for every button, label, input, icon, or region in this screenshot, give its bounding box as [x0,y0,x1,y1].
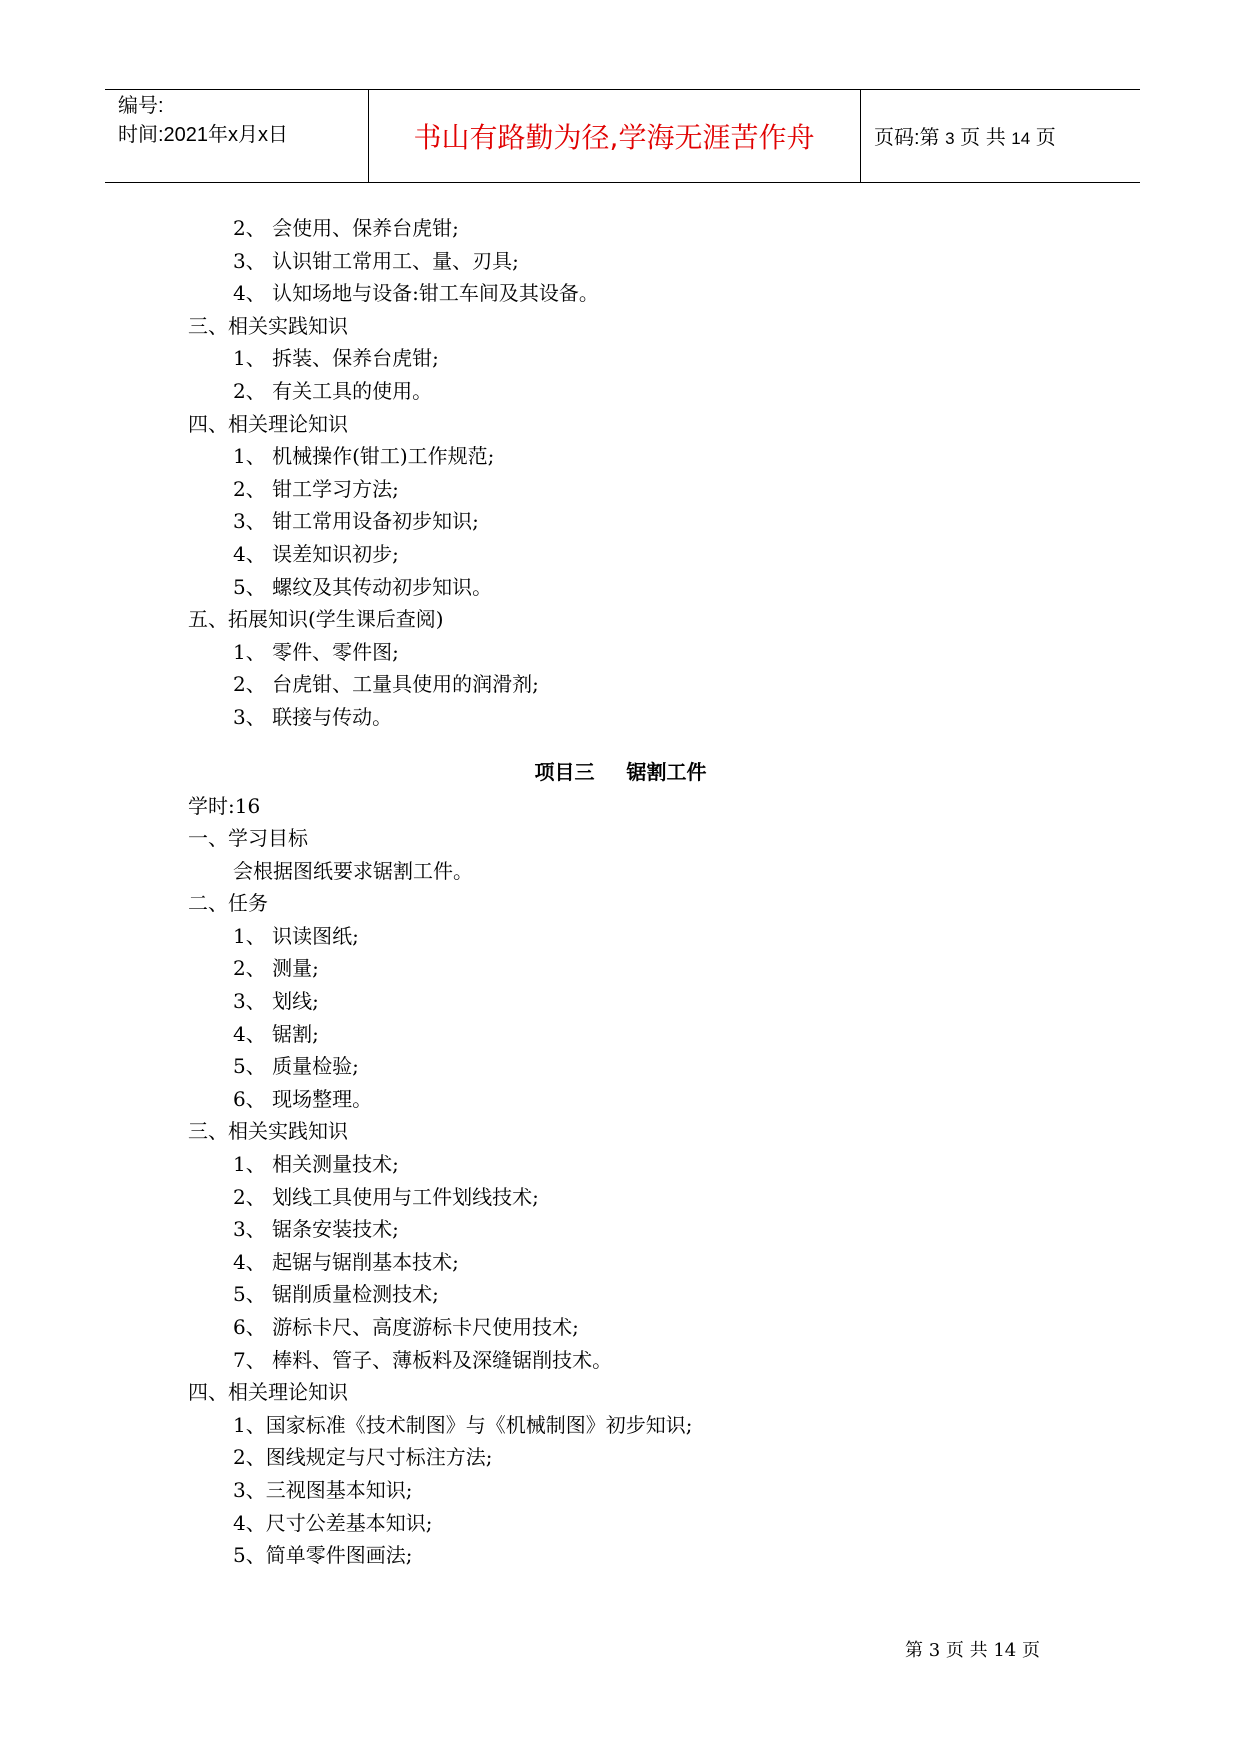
list-item: 1、国家标准《技术制图》与《机械制图》初步知识; [233,1412,693,1437]
header-page-prefix: 页码:第 [874,127,940,149]
section-heading: 五、拓展知识(学生课后查阅) [188,607,444,632]
list-item: 5、简单零件图画法; [233,1543,413,1568]
header-top-rule [105,89,1140,90]
project-hours: 学时:16 [188,793,261,818]
list-item: 4、 认知场地与设备:钳工车间及其设备。 [233,281,599,306]
list-item: 3、三视图基本知识; [233,1477,413,1502]
list-item: 4、尺寸公差基本知识; [233,1510,433,1535]
header-motto: 书山有路勤为径,学海无涯苦作舟 [413,121,815,154]
header-meta [118,92,288,150]
project-title-name: 锯割工件 [626,759,707,784]
list-item: 2、 钳工学习方法; [233,476,399,501]
list-item: 5、 质量检验; [233,1054,359,1079]
section-heading: 四、相关理论知识 [188,1380,348,1405]
list-item: 1、 零件、零件图; [233,639,399,664]
list-item: 1、 拆装、保养台虎钳; [233,346,439,371]
list-item: 2、 划线工具使用与工件划线技术; [233,1184,539,1209]
list-item: 5、 螺纹及其传动初步知识。 [233,574,493,599]
list-item: 3、 钳工常用设备初步知识; [233,509,479,534]
list-item: 2、 有关工具的使用。 [233,378,433,403]
section-heading: 二、任务 [188,891,268,916]
list-item: 4、 误差知识初步; [233,541,399,566]
header-divider-right [860,90,861,182]
list-item: 2、 会使用、保养台虎钳; [233,216,459,240]
list-item: 4、 起锯与锯削基本技术; [233,1249,459,1274]
header-page-mid: 页 共 [960,127,1006,149]
header-time-label: 时间:2021年x月x日 [118,124,289,146]
list-item: 7、 棒料、管子、薄板料及深缝锯削技术。 [233,1347,613,1372]
section-heading: 一、学习目标 [188,826,308,851]
section-heading: 三、相关实践知识 [188,313,348,338]
header-code-label: 编号: [118,95,164,117]
list-item: 3、 锯条安装技术; [233,1217,399,1242]
list-item: 1、 机械操作(钳工)工作规范; [233,444,495,469]
project-title [0,754,1241,790]
list-item: 1、 识读图纸; [233,923,359,948]
project-title-number: 项目三 [534,759,595,784]
header-page-suffix: 页 [1035,127,1056,149]
list-item: 1、 相关测量技术; [233,1152,399,1177]
header-bottom-rule [105,182,1140,183]
list-item: 2、 台虎钳、工量具使用的润滑剂; [233,672,539,697]
list-item: 6、 现场整理。 [233,1086,373,1111]
list-item: 2、 测量; [233,956,319,981]
document-body [0,212,1241,1572]
section-heading: 三、相关实践知识 [188,1119,348,1144]
header-page-indicator [874,124,1056,153]
list-item: 3、 划线; [233,989,319,1014]
header-page-total: 14 [1011,129,1031,148]
header-page-number: 3 [945,129,955,148]
list-item: 2、图线规定与尺寸标注方法; [233,1445,493,1470]
list-item: 3、 联接与传动。 [233,704,393,729]
list-item: 6、 游标卡尺、高度游标卡尺使用技术; [233,1315,579,1339]
section-heading: 四、相关理论知识 [188,411,348,436]
list-item: 3、 认识钳工常用工、量、刃具; [233,248,519,273]
page-footer: 第 3 页 共 14 页 [905,1640,1040,1661]
list-item: 5、 锯削质量检测技术; [233,1282,439,1307]
learning-goal: 会根据图纸要求锯割工件。 [233,858,473,883]
list-item: 4、 锯割; [233,1021,319,1046]
